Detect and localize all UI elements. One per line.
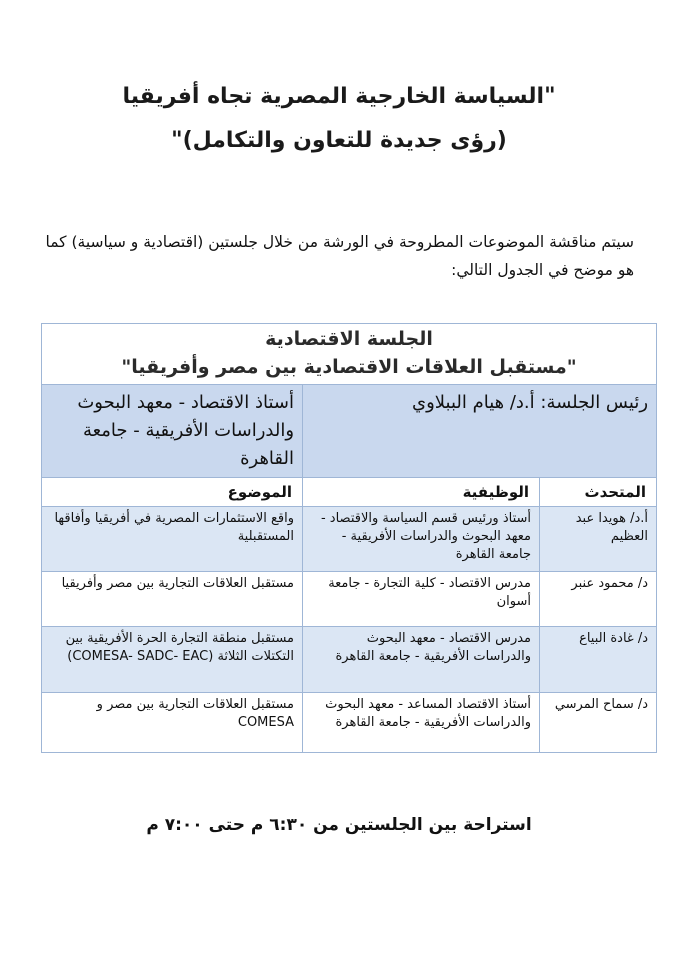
column-header-speaker: المتحدث: [540, 478, 657, 507]
table-row: [42, 572, 657, 627]
table-row: [42, 627, 657, 693]
position-cell: مدرس الاقتصاد - معهد البحوث والدراسات الأفريقية - جامعة القاهرة: [303, 627, 540, 693]
position-cell: أستاذ الاقتصاد المساعد - معهد البحوث والدراسات الأفريقية - جامعة القاهرة: [303, 693, 540, 753]
position-cell: مدرس الاقتصاد - كلية التجارة - جامعة أسوان: [303, 572, 540, 627]
speaker-cell: د/ محمود عنبر: [540, 572, 657, 627]
session-title: الجلسة الاقتصادية: [265, 328, 433, 350]
speaker-cell: أ.د/ هويدا عبد العظيم: [540, 507, 657, 572]
document-title-line-2: (رؤى جديدة للتعاون والتكامل)": [171, 128, 507, 153]
session-header-row: [42, 324, 657, 385]
session-subtitle: "مستقبل العلاقات الاقتصادية بين مصر وأفريقيا": [121, 356, 577, 378]
topic-cell: مستقبل منطقة التجارة الحرة الأفريقية بين التكتلات الثلاثة (COMESA- SADC- EAC): [42, 627, 303, 693]
session-header-cell: [42, 324, 657, 385]
position-cell: أستاذ ورئيس قسم السياسة والاقتصاد - معهد البحوث والدراسات الأفريقية - جامعة القاهرة: [303, 507, 540, 572]
topic-cell: مستقبل العلاقات التجارية بين مصر وأفريقيا: [42, 572, 303, 627]
table-row: [42, 693, 657, 753]
column-header-position: الوظيفية: [303, 478, 540, 507]
session-schedule-table: [41, 323, 657, 753]
document-title-line-1: "السياسة الخارجية المصرية تجاه أفريقيا: [122, 84, 556, 109]
speaker-cell: د/ سماح المرسي: [540, 693, 657, 753]
chair-role-cell: أستاذ الاقتصاد - معهد البحوث والدراسات الأفريقية - جامعة القاهرة: [42, 385, 303, 478]
speaker-cell: د/ غادة البياع: [540, 627, 657, 693]
column-header-topic: الموضوع: [42, 478, 303, 507]
session-chair-row: [42, 385, 657, 478]
topic-cell: واقع الاستثمارات المصرية في أفريقيا وأفاقها المستقبلية: [42, 507, 303, 572]
break-note: استراحة بين الجلستين من ٦:٣٠ م حتى ٧:٠٠ م: [146, 815, 532, 835]
chair-name-cell: رئيس الجلسة: أ.د/ هيام الببلاوي: [303, 385, 657, 478]
table-row: [42, 507, 657, 572]
topic-cell: مستقبل العلاقات التجارية بين مصر و COMESA: [42, 693, 303, 753]
column-header-row: [42, 478, 657, 507]
intro-paragraph: سيتم مناقشة الموضوعات المطروحة في الورشة من خلال جلستين (اقتصادية و سياسية) كما هو موضح في الجدول التالي:: [45, 233, 634, 279]
